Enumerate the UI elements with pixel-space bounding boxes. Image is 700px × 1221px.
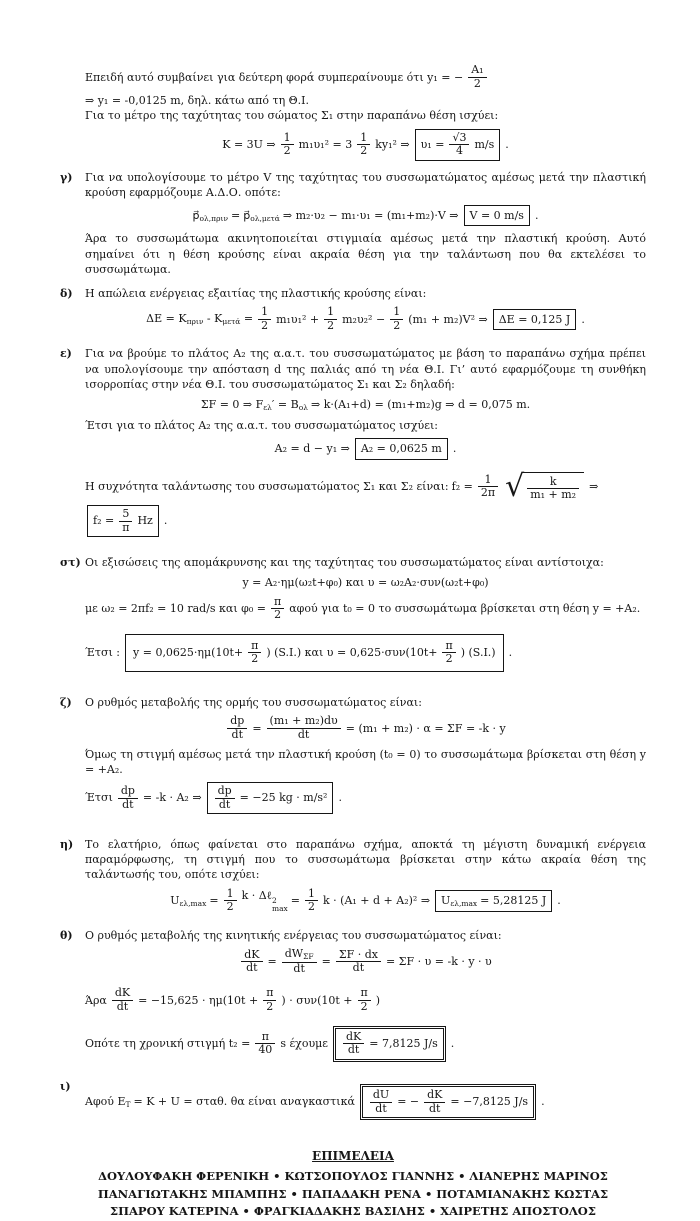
section-content	[85, 837, 646, 919]
period: .	[581, 312, 585, 326]
eq-text: dW	[284, 947, 304, 961]
fraction-numerator: π	[266, 986, 274, 1000]
fraction-numerator: (m₁ + m₂)dυ	[269, 714, 338, 728]
eq-text: ) (S.I.) και υ = 0,625·συν(10t+	[266, 646, 438, 660]
section-stigma	[60, 555, 646, 677]
credits-line: ΠΑΝΑΓΙΩΤΑΚΗΣ ΜΠΑΜΠΗΣ • ΠΑΠΑΔΑΚΗ ΡΕΝΑ • ΠΟΤΑΜΙΑΝΑΚΗΣ ΚΩΣΤΑΣ	[97, 1186, 609, 1201]
period: .	[557, 894, 561, 908]
subscript: T	[125, 1099, 131, 1109]
omega-line	[85, 596, 646, 622]
fraction-denominator: 2	[468, 77, 486, 91]
equation-K-3U	[85, 129, 646, 161]
arrow: ⇒	[589, 480, 599, 494]
section-label: ζ)	[60, 696, 72, 710]
credits-line: ΣΠΑΡΟΥ ΚΑΤΕΡΙΝΑ • ΦΡΑΓΚΙΑΔΑΚΗΣ ΒΑΣΙΛΗΣ • ΧΑΙΡΕΤΗΣ ΑΠΟΣΤΟΛΟΣ	[110, 1204, 596, 1219]
subscript: ολ,μετά	[250, 213, 280, 223]
fraction-denominator: 2π	[478, 486, 498, 500]
gamma-conclusion: Άρα το συσσωμάτωμα ακινητοποιείται στιγμιαία αμέσως μετά την πλαστική κρούση. Αυτό σημαίνει ότι η θέση κρούσης είναι ακραία θέση για την ταλάντωση που θα εκτελέσει το συσσωμάτωμα.	[85, 232, 646, 276]
eq-text: = 5,28125 J	[480, 894, 547, 908]
eq-text: Οπότε τη χρονική στιγμή t₂ =	[85, 1037, 251, 1051]
eq-text: s έχουμε	[280, 1037, 328, 1051]
subscript: ελ,max	[179, 898, 207, 908]
fraction-denominator: 2	[248, 652, 261, 666]
fraction-dK-dt	[241, 949, 262, 975]
U-max	[170, 893, 206, 909]
fraction-numerator: dp	[230, 714, 245, 728]
eq-text: = −	[397, 1095, 420, 1109]
fraction-numerator: dK	[345, 1029, 362, 1043]
fraction-denominator: 2	[258, 319, 271, 333]
fraction-numerator: k	[549, 474, 557, 488]
eq-text: = ΣF · υ = -k · y · υ	[385, 955, 492, 969]
fraction-numerator: A₁	[471, 63, 484, 76]
eq-text: m₁υ₁² = 3	[298, 138, 353, 152]
eq-text: Άρα	[85, 993, 107, 1007]
eq-text: = 7,8125 J/s	[369, 1037, 438, 1051]
freq-text: Η συχνότητα ταλάντωσης του συσσωματώματος Σ₁ και Σ₂ είναι:	[85, 480, 449, 494]
result-box-dK-dt	[333, 1026, 446, 1062]
fraction-denominator: 2	[305, 900, 318, 914]
fraction-numerator: 1	[283, 130, 291, 144]
fraction-pi-over-2	[271, 596, 284, 622]
equals-sign: =	[267, 955, 277, 969]
fraction-numerator: dp	[120, 783, 135, 797]
eq-text: m₂υ₂² −	[342, 312, 386, 326]
section-label: η)	[60, 838, 74, 852]
period: .	[505, 138, 509, 152]
section-label: ι)	[60, 1079, 71, 1093]
section-content	[85, 346, 646, 537]
frequency-line	[85, 468, 646, 538]
section-delta	[60, 286, 646, 337]
equals-sign: =	[321, 955, 331, 969]
credits-line: ΔΟΥΛΟΥΦΑΚΗ ΦΕΡΕΝΙΚΗ • ΚΩΤΣΟΠΟΥΛΟΣ ΓΙΑΝΝΗΣ • ΛΙΑΝΕΡΗΣ ΜΑΡΙΝΟΣ	[98, 1168, 608, 1183]
eq-text: k · Δℓ	[241, 888, 272, 902]
equals-sign: =	[252, 721, 262, 735]
eq-text: U	[170, 893, 180, 907]
fraction-denominator: dt	[241, 961, 262, 975]
eq-text: υ₁ =	[420, 138, 445, 152]
eq-text: ky₁² ⇒	[375, 138, 410, 152]
p-vector-after	[243, 208, 280, 224]
section-label: γ)	[60, 170, 73, 184]
fraction-denominator: 2	[281, 144, 294, 158]
fraction-dK-dt	[343, 1031, 364, 1057]
result-box-V0	[464, 205, 530, 226]
subscript: max	[271, 904, 288, 914]
section-content	[85, 1079, 646, 1125]
epsilon-text: Για να βρούμε το πλάτος A₂ της α.α.τ. του συσσωματώματος με βάση το παραπάνω σχήμα πρέπει να υπολογίσουμε την απόσταση d της παλιάς από τη νέα Θ.Ι. Γι’ αυτό εφαρμόζουμε τη συνθήκη ισορροπίας στην νέα Θ.Ι. του συσσωματώματος Σ₁ και Σ₂ δηλαδή:	[85, 347, 646, 391]
eq-text: Αφού E	[85, 1094, 126, 1108]
eq-text: = −25 kg · m/s²	[239, 791, 328, 805]
fraction-half	[357, 132, 370, 158]
fraction-denominator: dt	[282, 962, 317, 976]
result-box-dp-dt	[207, 782, 334, 814]
subscript: ολ	[298, 402, 308, 412]
period: .	[452, 442, 457, 456]
result-box-dU-dt	[360, 1084, 536, 1120]
equation-motion: y = A₂·ημ(ω₂t+φ₀) και υ = ω₂A₂·συν(ω₂t+φ₀)	[242, 576, 489, 590]
fraction-denominator: dt	[424, 1102, 445, 1116]
fraction-k-over-m	[527, 476, 579, 502]
equals-sign: =	[209, 894, 219, 908]
fraction-denominator: m₁ + m₂	[527, 488, 579, 502]
k-dl-squared	[242, 888, 288, 914]
eq-text: V = 0 m/s	[469, 209, 524, 223]
fraction-numerator: dU	[372, 1087, 390, 1101]
section-epsilon	[60, 346, 646, 537]
zeta-line-2: Όμως τη στιγμή αμέσως μετά την πλαστική κρούση (t₀ = 0) το συσσωμάτωμα βρίσκεται στη θέση y = +A₂.	[85, 747, 646, 776]
credits-title: ΕΠΙΜΕΛΕΙΑ	[312, 1149, 394, 1164]
fraction-1-over-2pi	[478, 474, 498, 500]
intro-text-a: Επειδή αυτό συμβαίνει για δεύτερη φορά συμπεραίνουμε ότι y₁ = −	[85, 70, 464, 84]
fraction-dK-dt	[424, 1089, 445, 1115]
intro-line-2: Για το μέτρο της ταχύτητας του σώματος Σ₁ στην παραπάνω θέση ισχύει:	[85, 109, 499, 123]
section-theta	[60, 928, 646, 1067]
equals-sign: =	[290, 894, 300, 908]
result-box-equations	[125, 634, 504, 672]
eq-text: ) (S.I.)	[460, 646, 496, 660]
period: .	[541, 1095, 545, 1109]
section-label: θ)	[60, 928, 73, 942]
ara-line	[85, 987, 646, 1013]
eq-text: =	[240, 312, 254, 326]
fraction-numerator: 1	[308, 886, 315, 900]
result-box-A2	[355, 438, 448, 459]
fraction-numerator: 1	[226, 886, 234, 900]
fraction-pi-over-2	[442, 640, 455, 666]
fraction-half	[224, 888, 237, 914]
section-content	[85, 555, 646, 677]
equation-equilibrium	[85, 397, 646, 413]
fraction-A1-over-2	[468, 64, 486, 90]
eq-text: m/s	[474, 138, 495, 152]
zeta-result-line	[85, 782, 646, 814]
section-zeta	[60, 695, 646, 819]
eq-text: - K	[203, 312, 223, 326]
fraction-numerator: dK	[244, 947, 260, 961]
gamma-text: Για να υπολογίσουμε το μέτρο V της ταχύτητας του συσσωματώματος αμέσως μετά την πλαστική κρούση εφαρμόζουμε Α.Δ.Ο. οπότε:	[85, 170, 646, 200]
eq-text: ΣF = 0 ⇒ F	[200, 397, 264, 411]
period: .	[450, 1037, 455, 1051]
eq-text: f₂ =	[93, 514, 115, 528]
eq-text: αφού για t₀ = 0 το συσσωμάτωμα βρίσκεται στη θέση y = +A₂.	[289, 602, 641, 616]
eq-text: ⇒ k·(A₁+d) = (m₁+m₂)g ⇒ d = 0,075 m.	[311, 398, 531, 412]
fraction-numerator: dK	[114, 986, 131, 1000]
radical-sign: √	[505, 468, 525, 504]
subscript: ελ	[263, 402, 272, 412]
eq-text: = −15,625 · ημ(10t +	[138, 993, 259, 1007]
fraction-denominator: 2	[357, 144, 370, 158]
eq-text: K = 3U ⇒	[222, 138, 276, 152]
subscript: ΣF	[303, 952, 314, 962]
p-vector: p⃗	[243, 208, 251, 222]
equation-A2	[85, 438, 646, 459]
eq-text: k · (A₁ + d + A₂)² ⇒	[323, 894, 431, 908]
result-box-f2	[87, 505, 159, 537]
eq-text: ⇒ m₂·υ₂ − m₁·υ₁ = (m₁+m₂)·V ⇒	[282, 209, 459, 223]
fraction-denominator: dt	[227, 728, 247, 742]
fraction-numerator: √3	[452, 130, 467, 144]
eq-text: U	[441, 893, 451, 907]
delta-text: Η απώλεια ενέργειας εξαιτίας της πλαστικής κρούσης είναι:	[85, 286, 427, 300]
zeta-text: Ο ρυθμός μεταβολής της ορμής του συσσωματώματος είναι:	[85, 696, 422, 710]
eq-text: )	[375, 993, 381, 1007]
fraction-numerator: π	[274, 594, 282, 608]
fraction-denominator: dt	[370, 1102, 392, 1116]
fraction-numerator: 1	[261, 305, 269, 319]
intro-block	[85, 64, 646, 161]
fraction-denominator: 2	[263, 1000, 276, 1014]
fraction-half	[390, 306, 403, 332]
credits-footer	[60, 1147, 646, 1221]
eq-text: (m₁ + m₂)V² ⇒	[408, 312, 488, 326]
equation-spring-energy	[85, 888, 646, 914]
fraction-denominator: 2	[442, 652, 455, 666]
period: .	[534, 209, 539, 223]
equation-kinetic-rate	[85, 948, 646, 975]
etsi-line	[85, 634, 646, 672]
eq-text: ΔΕ = 0,125 J	[498, 312, 571, 326]
fraction-pi-over-40	[255, 1031, 275, 1057]
fraction-denominator: dt	[215, 798, 235, 812]
epsilon-line-2: Έτσι για το πλάτος A₂ της α.α.τ. του συσσωματώματος ισχύει:	[85, 419, 438, 433]
fraction-numerator: π	[251, 638, 259, 652]
fraction-pi-over-2	[248, 640, 261, 666]
fraction-half	[258, 306, 271, 332]
result-box-Umax	[435, 890, 552, 912]
fraction-numerator: 5	[122, 506, 130, 520]
p-vector-before	[193, 208, 228, 224]
period: .	[338, 791, 342, 805]
subscript: ολ,πριν	[199, 213, 229, 223]
eq-text: Έτσι :	[85, 646, 121, 660]
section-label: δ)	[60, 286, 73, 300]
result-box-v1	[415, 129, 501, 161]
eta-text: Το ελατήριο, όπως φαίνεται στο παραπάνω σχήμα, αποκτά τη μέγιστη δυναμική ενέργεια παραμόρφωσης, τη στιγμή που το συσσωμάτωμα βρίσκεται στην κάτω ακραία θέση της ταλάντωσής του, οπότε ισχύει:	[85, 838, 646, 882]
fraction-half	[305, 888, 318, 914]
subscript: πριν	[186, 317, 204, 327]
fraction-pi-over-2	[358, 987, 371, 1013]
fraction-denominator: 40	[255, 1043, 275, 1057]
fraction-dU-dt	[370, 1089, 392, 1115]
equation-momentum-rate	[85, 715, 646, 741]
intro-text-b: ⇒ y₁ = -0,0125 m, δηλ. κάτω από τη Θ.Ι.	[85, 94, 310, 108]
eq-text: ΔΕ = K	[146, 312, 187, 326]
fraction-half	[324, 306, 337, 332]
fraction-denominator: π	[119, 521, 132, 535]
equals-sign: =	[231, 209, 241, 223]
fraction-denominator: dt	[343, 1043, 364, 1057]
U-max	[441, 893, 477, 909]
period: .	[508, 646, 513, 660]
E-total	[85, 1094, 131, 1110]
section-content	[85, 170, 646, 277]
radicand	[522, 472, 584, 502]
fraction-denominator: dt	[118, 798, 138, 812]
fraction-numerator	[282, 948, 317, 962]
fraction-denominator: dt	[112, 1000, 133, 1014]
eq-text: y = 0,0625·ημ(10t+	[133, 646, 244, 660]
fraction-denominator: 2	[390, 319, 403, 333]
section-content	[85, 928, 646, 1067]
eq-text: ) · συν(10t +	[281, 993, 353, 1007]
sup-sub-stack	[272, 897, 288, 914]
fraction-numerator: 1	[393, 305, 401, 319]
fraction-dK-dt	[112, 987, 133, 1013]
fraction-numerator: 1	[360, 130, 368, 144]
fraction-denominator: 2	[324, 319, 337, 333]
eq-text: A₂ = 0,0625 m	[360, 442, 442, 456]
eq-text: = (m₁ + m₂) · α = ΣF = -k · y	[345, 721, 506, 735]
eq-text: A₂ = d − y₁ ⇒	[274, 442, 350, 456]
fraction-denominator: 2	[358, 1000, 371, 1014]
section-gamma	[60, 170, 646, 277]
section-iota	[60, 1079, 646, 1125]
fraction-dp-dt	[227, 715, 247, 741]
eq-text: Έτσι	[85, 791, 113, 805]
eq-text: m₁υ₁² +	[276, 312, 320, 326]
subscript: ελ,max	[450, 898, 478, 908]
fraction-denominator: 2	[271, 608, 284, 622]
fraction-numerator: π	[261, 1029, 269, 1043]
section-content	[85, 286, 646, 337]
section-content	[85, 695, 646, 819]
result-box-DE	[493, 309, 577, 330]
fraction-denominator: dt	[336, 961, 381, 975]
eq-text: = −7,8125 J/s	[450, 1095, 529, 1109]
fraction-SFdx-dt	[336, 949, 381, 975]
opote-line	[85, 1026, 646, 1062]
subscript: μετά	[222, 317, 241, 327]
fraction-mdv-dt	[267, 715, 341, 741]
section-label: ε)	[60, 347, 72, 361]
eq-text: = -k · A₂ ⇒	[142, 791, 202, 805]
section-label: στ)	[60, 556, 81, 570]
fraction-numerator: dK	[427, 1087, 443, 1101]
eq-lhs	[146, 311, 253, 327]
eq-text: = K + U = σταθ. θα είναι αναγκαστικά	[133, 1095, 355, 1109]
fraction-numerator: π	[445, 638, 453, 652]
fraction-numerator: 1	[484, 472, 492, 486]
eq-text: με ω₂ = 2πf₂ = 10 rad/s και φ₀ =	[85, 602, 266, 616]
iota-line	[85, 1084, 646, 1120]
superscript: 2	[271, 895, 277, 905]
fraction-numerator: π	[360, 986, 368, 1000]
fraction-pi-over-2	[263, 987, 276, 1013]
fraction-dW-dt	[282, 948, 317, 975]
fraction-numerator: ΣF · dx	[338, 947, 378, 961]
fraction-denominator: 2	[224, 900, 237, 914]
fraction-denominator: dt	[267, 728, 341, 742]
period: .	[163, 514, 168, 528]
section-eta	[60, 837, 646, 919]
square-root	[505, 468, 584, 504]
equation-energy-loss	[85, 306, 646, 332]
fraction-numerator: 1	[327, 305, 335, 319]
fraction-dp-dt	[215, 785, 235, 811]
p-vector: p⃗	[192, 208, 200, 222]
fraction-numerator: dp	[217, 783, 232, 797]
fraction-half	[281, 132, 294, 158]
eq-text: f₂ =	[451, 480, 473, 494]
intro-line-1	[85, 64, 646, 108]
fraction-dp-dt	[118, 785, 138, 811]
fraction-5-over-pi	[119, 508, 132, 534]
equation-momentum	[85, 205, 646, 226]
eq-run	[201, 397, 308, 413]
theta-text: Ο ρυθμός μεταβολής της κινητικής ενέργειας του συσσωματώματος είναι:	[85, 928, 502, 942]
eq-text: ′ = B	[271, 397, 299, 411]
eq-text: Hz	[137, 514, 153, 528]
fraction-sqrt3-over-4	[449, 132, 469, 158]
stigma-text: Οι εξισώσεις της απομάκρυνσης και της ταχύτητας του συσσωματώματος είναι αντίστοιχα:	[85, 556, 604, 570]
fraction-denominator: 4	[449, 144, 469, 158]
